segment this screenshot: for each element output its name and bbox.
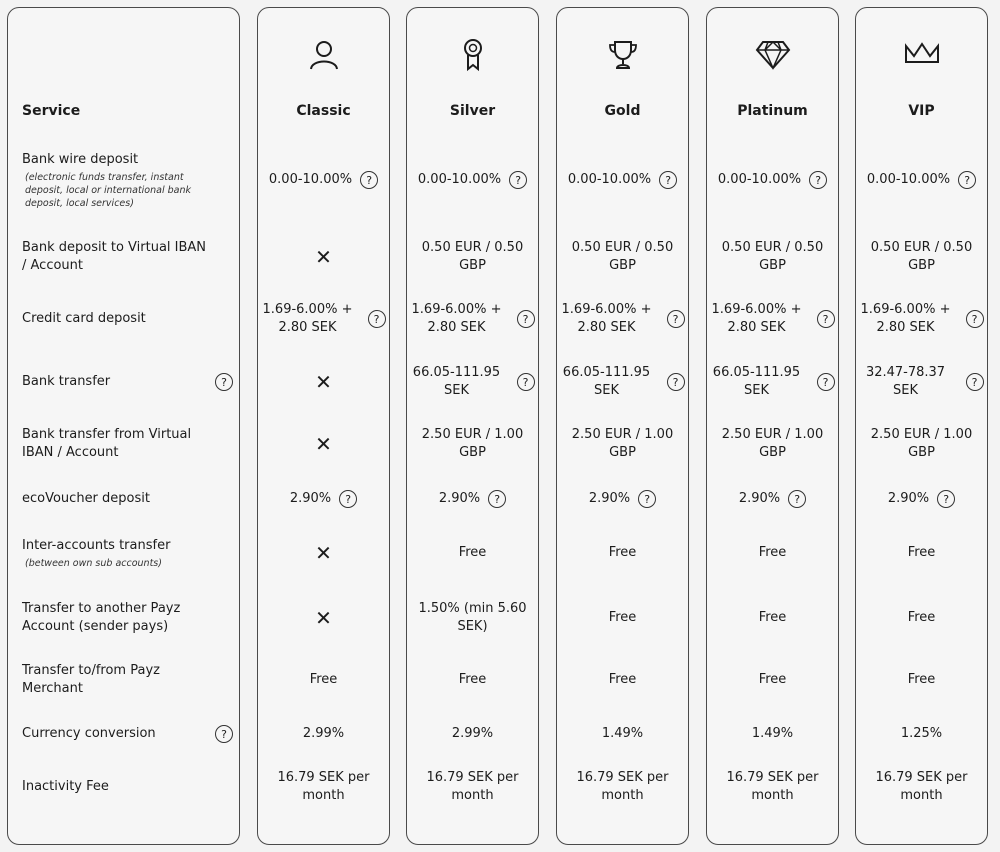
fee-cell	[258, 142, 389, 218]
fee-value: 2.50 EUR / 1.00 GBP	[571, 427, 674, 460]
service-row	[22, 596, 233, 640]
service-row	[22, 658, 233, 702]
fee-value: 0.00-10.00%	[268, 172, 353, 187]
service-label	[22, 725, 156, 743]
fee-value: Free	[608, 610, 637, 625]
fee-cell	[856, 422, 987, 466]
not-available-icon: ✕	[315, 245, 332, 269]
help-icon[interactable]: ?	[817, 310, 835, 328]
help-icon[interactable]: ?	[966, 310, 984, 328]
fee-cell	[707, 142, 838, 218]
fee-cell	[407, 360, 538, 404]
fee-cell	[407, 719, 538, 749]
fee-cell	[557, 596, 688, 640]
fee-cell	[258, 422, 389, 466]
fee-cell	[407, 658, 538, 702]
help-icon[interactable]: ?	[667, 373, 685, 391]
service-row	[22, 484, 233, 514]
fee-value: 0.50 EUR / 0.50 GBP	[870, 240, 973, 273]
fee-value: 0.50 EUR / 0.50 GBP	[721, 240, 824, 273]
fee-value: Free	[907, 610, 936, 625]
help-icon[interactable]: ?	[360, 171, 378, 189]
fee-value: 2.50 EUR / 1.00 GBP	[870, 427, 973, 460]
fee-cell	[407, 765, 538, 809]
not-available-icon: ✕	[315, 541, 332, 565]
fee-cell	[856, 765, 987, 809]
fee-cell	[707, 765, 838, 809]
help-icon[interactable]: ?	[517, 310, 535, 328]
fee-cell	[557, 719, 688, 749]
help-icon[interactable]: ?	[817, 373, 835, 391]
fee-cell	[258, 596, 389, 640]
tier-column-classic	[257, 7, 390, 845]
fee-cell	[557, 765, 688, 809]
service-label	[22, 537, 170, 570]
service-row	[22, 533, 233, 573]
service-label-text: Bank deposit to Virtual IBAN / Account	[22, 240, 207, 273]
fee-value: 0.00-10.00%	[866, 172, 951, 187]
fee-cell	[557, 422, 688, 466]
help-icon[interactable]: ?	[368, 310, 386, 328]
fee-cell	[557, 142, 688, 218]
service-label	[22, 490, 150, 508]
fee-value: Free	[458, 545, 487, 560]
help-icon[interactable]: ?	[958, 171, 976, 189]
fee-cell	[557, 297, 688, 341]
service-label-text: Bank transfer	[22, 374, 111, 389]
fee-value: 0.00-10.00%	[417, 172, 502, 187]
fee-value: Free	[758, 672, 787, 687]
not-available-icon: ✕	[315, 432, 332, 456]
fee-value: 1.49%	[751, 726, 794, 741]
fee-cell	[407, 422, 538, 466]
help-icon[interactable]: ?	[659, 171, 677, 189]
fee-value: 16.79 SEK per month	[875, 770, 968, 803]
service-label-text: Credit card deposit	[22, 311, 146, 326]
tier-column-gold	[556, 7, 689, 845]
service-row	[22, 235, 233, 279]
fee-value: 2.90%	[289, 491, 332, 506]
fee-cell	[707, 658, 838, 702]
fee-value: 2.99%	[302, 726, 345, 741]
service-label	[22, 373, 110, 391]
fee-cell	[557, 658, 688, 702]
help-icon[interactable]: ?	[667, 310, 685, 328]
service-row	[22, 142, 233, 218]
fee-cell	[407, 596, 538, 640]
fee-cell	[407, 142, 538, 218]
fee-cell	[557, 360, 688, 404]
fee-value: 16.79 SEK per month	[576, 770, 669, 803]
fee-cell	[258, 360, 389, 404]
fee-cell	[407, 235, 538, 279]
fee-cell	[856, 360, 987, 404]
fee-value: Free	[907, 545, 936, 560]
fee-cell	[856, 484, 987, 514]
fee-cell	[707, 297, 838, 341]
fee-cell	[258, 235, 389, 279]
diamond-icon	[707, 38, 838, 70]
fee-cell	[856, 533, 987, 573]
fee-value: Free	[458, 672, 487, 687]
tier-title: Platinum	[737, 103, 808, 119]
fee-value: 0.50 EUR / 0.50 GBP	[421, 240, 524, 273]
help-icon[interactable]: ?	[215, 725, 233, 743]
service-label-text: Bank transfer from Virtual IBAN / Account	[22, 427, 192, 460]
service-label-text: Transfer to/from Payz Merchant	[22, 663, 160, 696]
fee-cell	[557, 533, 688, 573]
service-row	[22, 719, 233, 749]
user-icon	[258, 38, 389, 72]
service-row	[22, 360, 233, 404]
fee-cell	[258, 484, 389, 514]
fee-value: 0.50 EUR / 0.50 GBP	[571, 240, 674, 273]
medal-icon	[407, 38, 538, 72]
fee-cell	[707, 533, 838, 573]
fee-cell	[707, 596, 838, 640]
fee-cell	[856, 297, 987, 341]
fee-value: 1.49%	[601, 726, 644, 741]
service-label-text: Currency conversion	[22, 726, 156, 741]
help-icon[interactable]: ?	[517, 373, 535, 391]
fee-cell	[707, 719, 838, 749]
service-label	[22, 662, 212, 698]
fee-value: Free	[608, 672, 637, 687]
fee-cell	[258, 658, 389, 702]
fee-value: 66.05-111.95 SEK	[412, 365, 501, 398]
tier-title: Silver	[449, 103, 496, 119]
fee-cell	[258, 533, 389, 573]
fee-cell	[258, 719, 389, 749]
service-label-text: Inter-accounts transfer	[22, 537, 171, 553]
help-icon[interactable]: ?	[339, 490, 357, 508]
help-icon[interactable]: ?	[509, 171, 527, 189]
fee-cell	[407, 484, 538, 514]
service-label	[22, 778, 109, 796]
fee-cell	[557, 484, 688, 514]
fee-cell	[407, 297, 538, 341]
trophy-icon	[557, 38, 688, 72]
fee-value: 1.69-6.00% + 2.80 SEK	[711, 302, 802, 335]
help-icon[interactable]: ?	[937, 490, 955, 508]
fee-cell	[707, 484, 838, 514]
fee-value: 16.79 SEK per month	[426, 770, 519, 803]
fee-value: 2.90%	[738, 491, 781, 506]
service-note: (electronic funds transfer, instant deposit, local or international bank deposit, local services)	[25, 171, 191, 209]
fee-cell	[258, 765, 389, 809]
service-label	[22, 151, 212, 210]
not-available-icon: ✕	[315, 606, 332, 630]
fee-cell	[258, 297, 389, 341]
service-label-text: Transfer to another Payz Account (sender pays)	[22, 601, 181, 634]
crown-icon	[856, 38, 987, 68]
tier-column-vip	[855, 7, 988, 845]
help-icon[interactable]: ?	[966, 373, 984, 391]
help-icon[interactable]: ?	[215, 373, 233, 391]
fee-value: Free	[758, 610, 787, 625]
not-available-icon: ✕	[315, 370, 332, 394]
fee-value: 2.50 EUR / 1.00 GBP	[421, 427, 524, 460]
fee-value: 16.79 SEK per month	[277, 770, 370, 803]
help-icon[interactable]: ?	[809, 171, 827, 189]
fee-value: Free	[309, 672, 338, 687]
fee-cell	[707, 360, 838, 404]
tier-title: VIP	[908, 103, 935, 119]
fee-cell	[856, 658, 987, 702]
tier-column-silver	[406, 7, 539, 845]
fee-cell	[856, 596, 987, 640]
fee-value: 16.79 SEK per month	[726, 770, 819, 803]
help-icon[interactable]: ?	[488, 490, 506, 508]
fee-value: 66.05-111.95 SEK	[562, 365, 651, 398]
fee-value: 1.69-6.00% + 2.80 SEK	[262, 302, 353, 335]
tier-title: Gold	[604, 103, 641, 119]
fee-cell	[856, 235, 987, 279]
fee-value: 2.50 EUR / 1.00 GBP	[721, 427, 824, 460]
service-label	[22, 310, 146, 328]
fee-cell	[856, 719, 987, 749]
fee-value: 2.90%	[588, 491, 631, 506]
fee-value: 0.00-10.00%	[567, 172, 652, 187]
tier-column-platinum	[706, 7, 839, 845]
fee-cell	[707, 235, 838, 279]
fee-cell	[557, 235, 688, 279]
fee-value: 32.47-78.37 SEK	[865, 365, 946, 398]
fee-value: 1.25%	[900, 726, 943, 741]
fee-cell	[856, 142, 987, 218]
fee-value: 1.50% (min 5.60 SEK)	[418, 601, 527, 634]
fee-value: 1.69-6.00% + 2.80 SEK	[860, 302, 951, 335]
fee-value: 2.90%	[887, 491, 930, 506]
service-label	[22, 600, 212, 636]
service-row	[22, 765, 233, 809]
fee-cell	[407, 533, 538, 573]
service-label-text: Bank wire deposit	[22, 151, 139, 167]
tier-title: Classic	[296, 103, 351, 119]
service-title: Service	[22, 103, 81, 119]
service-row	[22, 297, 233, 341]
fee-cell	[707, 422, 838, 466]
fee-value: 2.99%	[451, 726, 494, 741]
fee-value: Free	[758, 545, 787, 560]
service-column	[7, 7, 240, 845]
service-label-text: ecoVoucher deposit	[22, 491, 150, 506]
service-label	[22, 426, 212, 462]
fee-value: 1.69-6.00% + 2.80 SEK	[561, 302, 652, 335]
fee-value: Free	[608, 545, 637, 560]
fee-value: 66.05-111.95 SEK	[712, 365, 801, 398]
fee-value: 1.69-6.00% + 2.80 SEK	[411, 302, 502, 335]
service-label-text: Inactivity Fee	[22, 779, 109, 794]
fee-value: Free	[907, 672, 936, 687]
fee-value: 0.00-10.00%	[717, 172, 802, 187]
help-icon[interactable]: ?	[788, 490, 806, 508]
fee-value: 2.90%	[438, 491, 481, 506]
help-icon[interactable]: ?	[638, 490, 656, 508]
service-label	[22, 239, 212, 275]
service-note: (between own sub accounts)	[25, 557, 162, 569]
service-row	[22, 422, 233, 466]
